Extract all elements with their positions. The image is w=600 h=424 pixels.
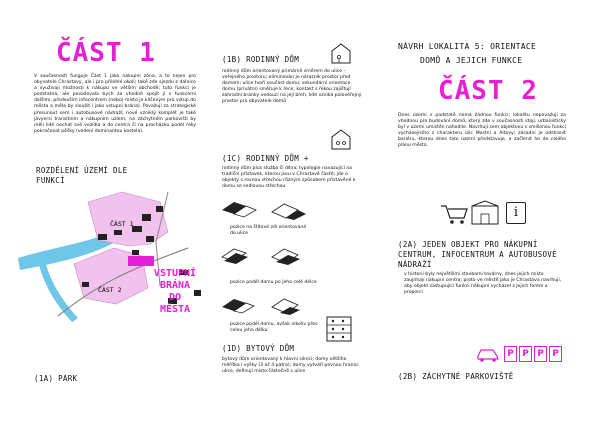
building bbox=[132, 226, 142, 232]
gate-label bbox=[140, 268, 210, 316]
parking-sign: P bbox=[534, 346, 547, 362]
house-annex-sketch bbox=[220, 295, 260, 315]
parking-sign: P bbox=[504, 346, 517, 362]
parking-sign: P bbox=[519, 346, 532, 362]
part2-subtitle-2: DOMŮ A JEJICH FUNKCE bbox=[420, 56, 523, 65]
bd-body: bytový dům orientovaný k hlavní silnici; domy většího měřítka i výšky (3 až 4 patra); domy vytváří pevnou hranici ulice, definují místo částečně s ulice bbox=[222, 357, 359, 375]
house-workshop-icon bbox=[330, 128, 352, 150]
car-icon bbox=[476, 346, 500, 362]
rd1-body: rodinný dům orientovaný primárně směrem do ulice - veřejného prostoru; eliminován je nárazník prostor před domem; ulice tvoří součást domu; sekundární orientace domu (privátní) směřuje k řece; kontakt s řekou zajištují zahradní branky vedoucí na její břeh, lidé vzniká polovéřejný prostor pro obyvatele domů bbox=[222, 69, 362, 105]
gate-label-line: BRÁNA bbox=[159, 280, 191, 291]
house-annex-sketch bbox=[220, 198, 260, 218]
map-label-1: ČÁST 1 bbox=[110, 220, 134, 228]
building bbox=[156, 206, 163, 212]
bd-heading: (1D) BYTOVÝ DŮM bbox=[222, 344, 295, 353]
map-title: ROZDĚLENÍ ÚZEMÍ DLE FUNKCÍ bbox=[36, 166, 128, 185]
caption-2: pozice podél domu po jeho celé délce bbox=[230, 280, 317, 285]
shopping-center-icon bbox=[470, 200, 500, 226]
building bbox=[98, 234, 107, 240]
building bbox=[82, 282, 89, 287]
rd2-body: rodinný dům plus služba či dílna; typologie navazující na tradiční přístavek, kterou jsou v Chrastavě časté; jde o objekty s rovnou střechou různým způsobem přistavěné k domu se sedlovou střechou bbox=[222, 166, 356, 190]
building bbox=[146, 236, 154, 242]
house-annex-sketch bbox=[270, 200, 310, 220]
caption-1: pozice na štítové zdi orientované do ulice bbox=[230, 225, 307, 236]
house-annex-sketch bbox=[270, 295, 310, 315]
apartment-building-icon bbox=[326, 316, 352, 342]
caption-3: pozice podél domu, avšak nikoliv přes celou jeho délku bbox=[230, 322, 318, 333]
part1-body: V současnosti funguje Část 1 jako nákupní zóna, a to nejen pro obyvatele Chrastavy, ale i pro přilehlé okolí; také zde sjezdu z dálnice a využívají možnosti k nákupu ve větším obchodě; tuto funkci je podstatná, ale považovala bych za vhodné spojit jí s funkcemi dalšími, především infocentrem (nebo) místo je klíčovým pro vstup do města a měla by sloužit i jako vstupní brána). Považuji za strategické přesunout sem i autobusové nádraží; nové vzniklý komplét je také jávyersi transitním a nákupním uzlem; na záchytném parkovišti by měli lidé nechat své vozidla a do centra či na procházku podél řeky pokračovat pěšky (vedení dominantou kostela). bbox=[34, 74, 196, 134]
building bbox=[114, 230, 122, 235]
parking-sign: P bbox=[549, 346, 562, 362]
house-annex-sketch bbox=[270, 245, 310, 265]
shopping-cart-icon bbox=[440, 202, 470, 226]
body-2a: v historii byly největšími stavbami továrny, dnes jejich místo zaujímají nákupní centra; proto ve městě jako je Chrastava navrhuji, aby objekt zastupující funkci nákupní vycházel z jejich forem a proporcí bbox=[404, 272, 562, 296]
house-annex-sketch bbox=[220, 245, 260, 265]
part2-subtitle-1: NÁVRH LOKALITA 5: ORIENTACE bbox=[398, 42, 537, 51]
gate-label-line: DO bbox=[168, 292, 182, 303]
map-label-2: ČÁST 2 bbox=[98, 286, 122, 294]
gate-label-line: VSTUPNÍ bbox=[153, 268, 197, 279]
part1-title: ČÁST 1 bbox=[56, 38, 156, 68]
info-icon bbox=[506, 202, 526, 224]
building bbox=[132, 250, 139, 255]
rd2-heading: (1C) RODINNÝ DŮM + bbox=[222, 154, 309, 163]
park-heading: (1A) PARK bbox=[34, 374, 78, 383]
family-house-icon bbox=[330, 42, 352, 64]
building bbox=[142, 214, 151, 221]
rd1-heading: (1B) RODINNÝ DŮM bbox=[222, 55, 300, 64]
info-letter: i bbox=[513, 205, 519, 220]
heading-2a: (2A) JEDEN OBJEKT PRO NÁKUPNÍ CENTRUM, INFOCENTRUM A AUTOBUSOVÉ NÁDRAŽÍ bbox=[398, 240, 557, 269]
river-branch bbox=[38, 256, 78, 322]
part2-body: Dnes území v podstatě nemá žádnou funkci; lokalitu nepovažuji za vhodnou pro budování domů, který zde v současnosti stojí, urbanisticky byl v území umístěn nahodile. Navrhuji sem objektovu s smíšenou funkcí vycházejícího z charakteru ulic Mostní a Altovy; zásadní je odstranit bariéru, kterou dnes tato území představuje, a začlenit ho do celého plánu města. bbox=[398, 113, 566, 149]
part2-title: ČÁST 2 bbox=[438, 76, 538, 106]
gate-label-line: MĚSTA bbox=[159, 304, 191, 315]
heading-2b: (2B) ZÁCHYTNÉ PARKOVIŠTĚ bbox=[398, 372, 514, 381]
parking-signs bbox=[504, 346, 562, 362]
gate-marker bbox=[128, 256, 154, 266]
